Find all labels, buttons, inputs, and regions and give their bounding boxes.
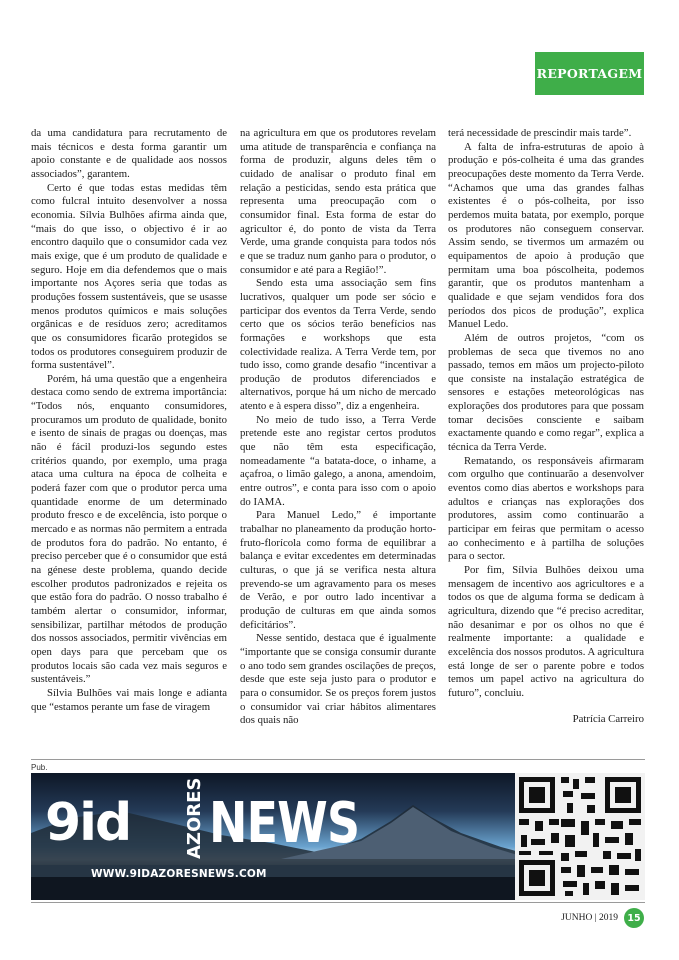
- paragraph: Sílvia Bulhões vai mais longe e adianta que “estamos perante um fase de viragem: [31, 686, 227, 713]
- advertisement-banner[interactable]: [31, 773, 645, 900]
- pub-label: Pub.: [31, 763, 48, 772]
- paragraph: da uma candidatura para recrutamento de mais técnicos e desta forma garantir um apoio constante e de qualidade aos nossos associados”, garantem.: [31, 127, 227, 180]
- paragraph: na agricultura em que os produtores revelam uma atitude de transparência e confiança na forma de produzir, alguns deles têm o cuidado de analisar o produto final em relação a pesticidas, sendo esta prática que representa uma preocupação com o consumidor final. Esta forma de estar do agricultor é, do ponto de vista da Terra Verde, uma grande conquista para todos nós e que se traduz num ganho para o produtor, o consumidor e até para a Região!”.: [240, 127, 436, 276]
- paragraph: Sendo esta uma associação sem fins lucrativos, qualquer um pode ser sócio e participar dos eventos da Terra Verde, sendo certo que os sócios terão benefícios nas formações e workshops que esta colectividade realiza. A Terra Verde tem, por tudo isso, como grande desafio “incentivar a produção de produtos diferenciados e alternativos, porque há um nicho de mercado atento e à espera disso”, diz a engenheira.: [240, 277, 436, 413]
- paragraph: Para Manuel Ledo,” é importante trabalhar no planeamento da produção horto-fruto-florícola como forma de equilibrar a balança e evitar excedentes em determinadas culturas, o que já se verifica nesta altura prevendo-se um agravamento para os meses de Verão, e por outro lado incentivar a produção de culturas em que ainda somos deficitários”.: [240, 509, 436, 631]
- paragraph: No meio de tudo isso, a Terra Verde pretende este ano registar certos produtos que não têm esta especificação, nomeadamente “a batata-doce, o inhame, a açafroa, o limão galego, a anona, amendoim, entre outros”, e conta para isso com o apoio do IAMA.: [240, 413, 436, 508]
- logo-9id: 9id: [45, 793, 131, 853]
- logo-azores: AZORES: [184, 777, 205, 859]
- page-footer: [561, 908, 644, 928]
- ad-website-url[interactable]: WWW.9IDAZORESNEWS.COM: [91, 868, 267, 880]
- article-column-1: [31, 127, 227, 714]
- page-number: 15: [624, 908, 644, 928]
- logo-news: NEWS: [209, 791, 360, 856]
- paragraph: Nesse sentido, destaca que é igualmente “importante que se consiga consumir durante o ano todo sem grandes oscilações de preços, desde que este seja justo para o produtor e para o consumidor. Se os preços forem justos o consumidor vai criar hábitos alimentares dos quais não: [240, 632, 436, 727]
- qr-code-icon: [515, 773, 645, 900]
- paragraph: A falta de infra-estruturas de apoio à produção e pós-colheita é uma das grandes preocupações deste momento da Terra Verde. “Achamos que uma das grandes falhas existentes é o pós-colheita, por isso perdemos muita batata, por exemplo, porque os produtores não conseguem conservar. Assim sendo, se tivermos um armazém ou equipamentos de apoio à produção que permitam uma boa póscolheita, podemos garantir, que os produtos mantenham a qualidade e que sejam vendidos fora dos períodos dos picos de produção”, explica Manuel Ledo.: [448, 140, 644, 331]
- issue-date: JUNHO | 2019: [561, 913, 618, 923]
- section-tag-reportagem: REPORTAGEM: [535, 52, 644, 95]
- qr-code[interactable]: [515, 773, 645, 900]
- footer-divider: [31, 902, 645, 903]
- paragraph: Além de outros projetos, “com os problemas de seca que tivemos no ano passado, temos em mãos um projecto-piloto que consiste na instalação estratégica de sensores e estações meteorológicas nas explorações dos produtores para que possam tomar decisões consciente e saibam exactamente quando e como regar”, explica a técnica da Terra Verde.: [448, 331, 644, 454]
- article-column-2: [240, 127, 436, 728]
- author-byline: Patrícia Carreiro: [572, 712, 644, 725]
- paragraph: terá necessidade de prescindir mais tarde”.: [448, 127, 632, 139]
- paragraph: Certo é que todas estas medidas têm como fulcral intuito desenvolver a nossa economia. Sílvia Bulhões afirma ainda que, “mais do que isso, o objectivo é ir ao encontro daquilo que o consumidor cada vez mais exige, que é um produto de qualidade e seguro. Hoje em dia defendemos que o mais importante nos Açores seria que todas as produções fossem sustentáveis, que se usasse menos produtos químicos e mais soluções orgânicas e de resíduos zero; acreditamos que os consumidores ficarão protegidos se todos os produtores conseguirem produzir de forma sustentável”.: [31, 181, 227, 372]
- paragraph: Porém, há uma questão que a engenheira destaca como sendo de extrema importância: “Todos nós, enquanto consumidores, procuramos um produto de qualidade, bonito e isento de sinais de pragas ou doenças, mas não é fácil produzi-los segundo estes critérios quando, por exemplo, uma praga ataca uma cultura na época de colheita e poderá fazer com que o produtor perca uma quantidade enorme de um determinado produto fresco e de excelência, isto porque o mercado e as normas não permitem a entrada de produtos fora do padrão. No entanto, é preciso perceber que é o consumidor que está na génese deste problema, quando decide escolher produtos padronizados e rejeita os que estão fora do padrão. O nosso trabalho é também alertar o consumidor, informar, sensibilizar, partilhar métodos de produção dos nossos associados, permitir vivências em open days para que percebam que os produtos locais são cada vez mais seguros e sustentáveis.”: [31, 372, 227, 686]
- paragraph: Rematando, os responsáveis afirmaram com orgulho que continuarão a desenvolver eventos como dias abertos e workshops para adultos e crianças nas explorações dos produtores, assim como continuarão a participar em feiras que permitam o acesso ao conhecimento e à partilha de soluções para o sector.: [448, 454, 644, 563]
- paragraph: Por fim, Sílvia Bulhões deixou uma mensagem de incentivo aos agricultores e a todos os que de alguma forma se dedicam à agricultura, dizendo que “é preciso acreditar, não desanimar e por os olhos no que é realmente importante: a qualidade e excelência dos nossos produtos. A agricultura está longe de ser o parente pobre e todos temos um papel activo na agricultura do futuro”, concluiu.: [448, 564, 644, 699]
- ad-top-divider: [31, 759, 645, 760]
- article-column-3: [448, 127, 644, 726]
